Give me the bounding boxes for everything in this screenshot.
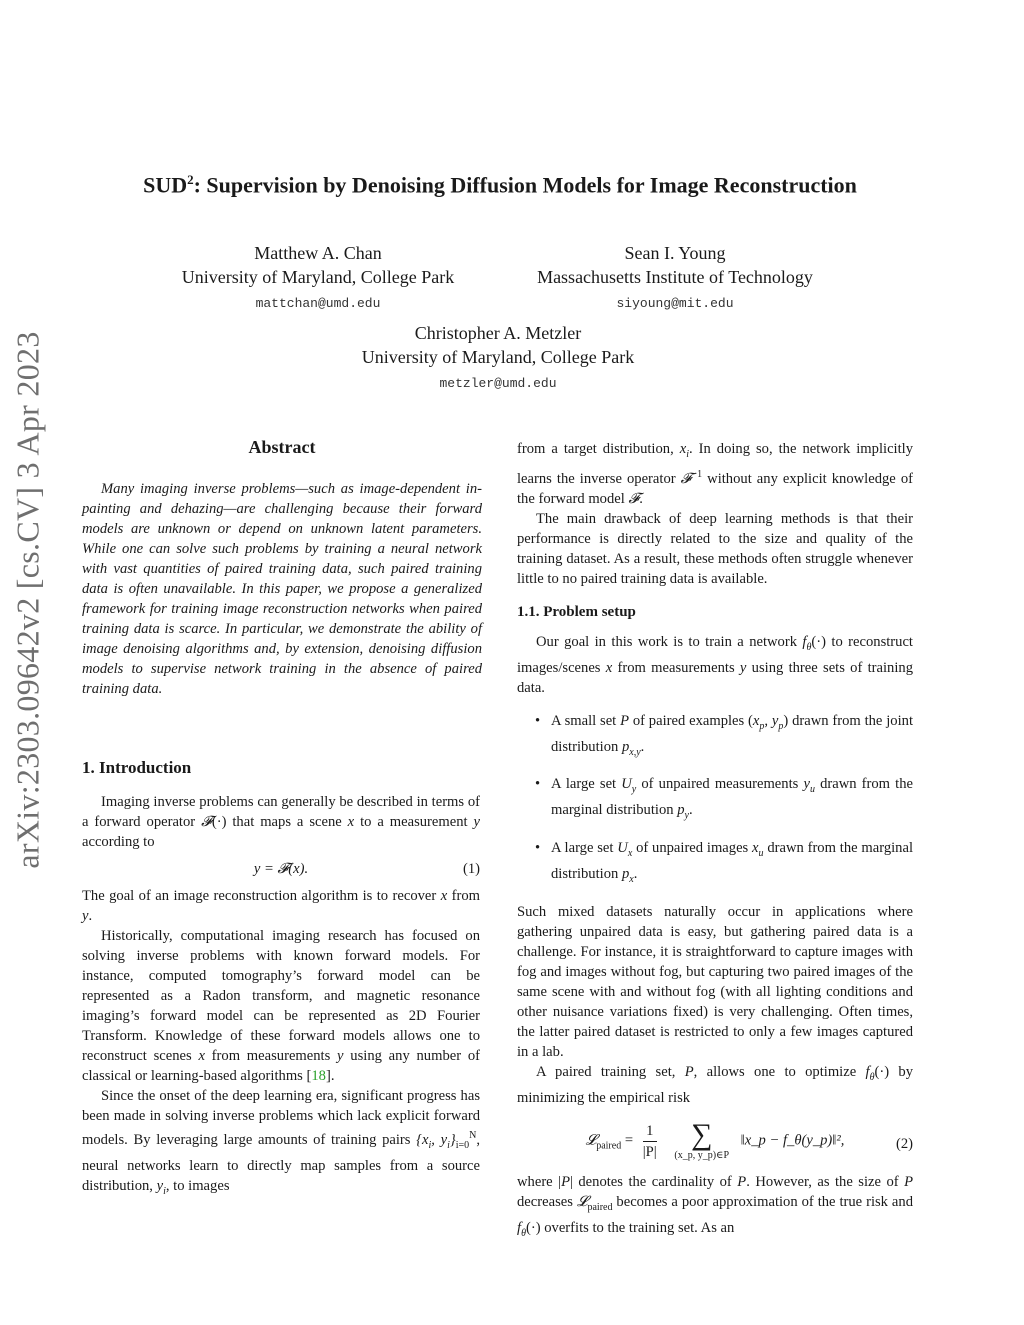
paragraph: from a target distribution, $x_i$. In doing so, the network implicitly learns the inverse operator 𝓕$^{-1}$ without any explicit knowledge of the forward model 𝓕.	[517, 441, 914, 507]
paragraph: Imaging inverse problems can generally be described in terms of a forward operator 𝓕(·) that maps a scene x to a measurement y according to	[82, 794, 480, 850]
paragraph: Historically, computational imaging research has focused on solving inverse problems with known forward models. For instance, computed tomography’s forward model can be represented as a Radon transform, and magnetic resonance imaging’s forward model can be represented as 2D Fourier Transform. Knowledge of these forward models allows one to reconstruct scenes x from measurements y using any number of classical or learning-based algorithms [18].	[82, 928, 480, 1084]
right-column	[517, 439, 913, 1244]
introduction-section	[82, 758, 480, 1202]
paper-title: SUD$^2$: Supervision by Denoising Diffusion Models for Image Reconstruction	[143, 172, 857, 198]
summation: ∑ (x_p, y_p)∈P	[674, 1118, 729, 1162]
author-affiliation: University of Maryland, College Park	[361, 347, 635, 367]
equation-2: 𝓛$_{paired}$ = $\frac{1}{|P|}$ ∑ (x_p, y_p)∈P ‖x_p − f_θ(y_p)‖², (2)	[585, 1118, 913, 1162]
abstract-body: Many imaging inverse problems—such as image-dependent in-painting and dehazing—are challenging because their forward models are unknown or depend on unknown latent parameters. While one can solve such problems by training a neural network with vast quantities of paired training data, such paired training data is often unavailable. In this paper, we propose a generalized framework for training image reconstruction networks when paired training data is scarce. In particular, we demonstrate the ability of image denoising algorithms and, by extension, denoising diffusion models to supervise network training in the absence of paired training data.	[82, 481, 482, 697]
arxiv-sidebar	[10, 210, 46, 990]
list-item: • A large set $U_y$ of unpaired measurements $y_u$ drawn from the marginal distribution $p_y$.	[517, 774, 913, 826]
list-item: • A large set $U_x$ of unpaired images $x_u$ drawn from the marginal distribution $p_x$.	[517, 838, 913, 890]
author-block-3	[318, 321, 678, 396]
author-name: Matthew A. Chan	[254, 243, 382, 263]
equation-number: (2)	[895, 1136, 913, 1153]
equation-1: y = 𝓕(x). (1)	[253, 861, 480, 877]
training-data-list	[517, 711, 913, 890]
list-item: • A small set P of paired examples ($x_p$, $y_p$) drawn from the joint distribution $p_{x,y}$.	[517, 711, 913, 763]
paragraph: A paired training set, P, allows one to optimize $f_\theta(\cdot)$ by minimizing the empirical risk	[517, 1064, 913, 1107]
paragraph: The goal of an image reconstruction algorithm is to recover x from y.	[82, 888, 480, 924]
author-email[interactable]: siyoung@mit.edu	[616, 296, 734, 311]
subsection-heading: 1.1. Problem setup	[517, 603, 636, 620]
author-affiliation: Massachusetts Institute of Technology	[537, 267, 813, 287]
paragraph: The main drawback of deep learning methods is that their performance is directly related to the size and quality of the training dataset. As a result, these methods often struggle whenever little to no paired training data is available.	[517, 510, 913, 587]
fraction: $\frac{1}{|P|}$	[642, 1122, 657, 1160]
citation-link[interactable]: 18	[311, 1068, 326, 1084]
author-email[interactable]: metzler@umd.edu	[439, 376, 557, 391]
author-email[interactable]: mattchan@umd.edu	[255, 296, 381, 311]
paragraph: Since the onset of the deep learning era, significant progress has been made in solving inverse problems which lack explicit forward models. By leveraging large amounts of training pairs {$x_i$, $y_i\}_{i=0}^N$, neural networks learn to directly map samples from a source distribution, $y_i$, to images	[82, 1088, 480, 1197]
author-block-2	[495, 241, 855, 316]
abstract-heading: Abstract	[248, 437, 316, 457]
paragraph: Our goal in this work is to train a network $f_\theta(\cdot)$ to reconstruct images/scenes x from measurements y using three sets of training data.	[517, 633, 913, 696]
author-name: Christopher A. Metzler	[414, 323, 582, 343]
paragraph: where |P| denotes the cardinality of P. However, as the size of P decreases 𝓛$_{paired}$ becomes a poor approximation of the true risk and $f_\theta(\cdot)$ overfits to the training set. As an	[517, 1174, 913, 1239]
equation-number: (1)	[462, 861, 480, 877]
author-block-1	[138, 241, 498, 316]
arxiv-id: arXiv:2303.09642v2 [cs.CV] 3 Apr 2023	[9, 331, 46, 869]
author-affiliation: University of Maryland, College Park	[181, 267, 455, 287]
author-name: Sean I. Young	[624, 243, 726, 263]
section-heading-introduction: 1. Introduction	[82, 758, 192, 777]
paragraph: Such mixed datasets naturally occur in applications where gathering unpaired data is easy, but gathering paired data is a challenge. For instance, it is straightforward to capture images with fog and images without fog, but capturing two paired images of the same scene with and without fog (with all lighting conditions and other nuisance variations fixed) is very challenging. Often times, the latter paired dataset is restricted to only a few images captured in a lab.	[517, 904, 913, 1061]
